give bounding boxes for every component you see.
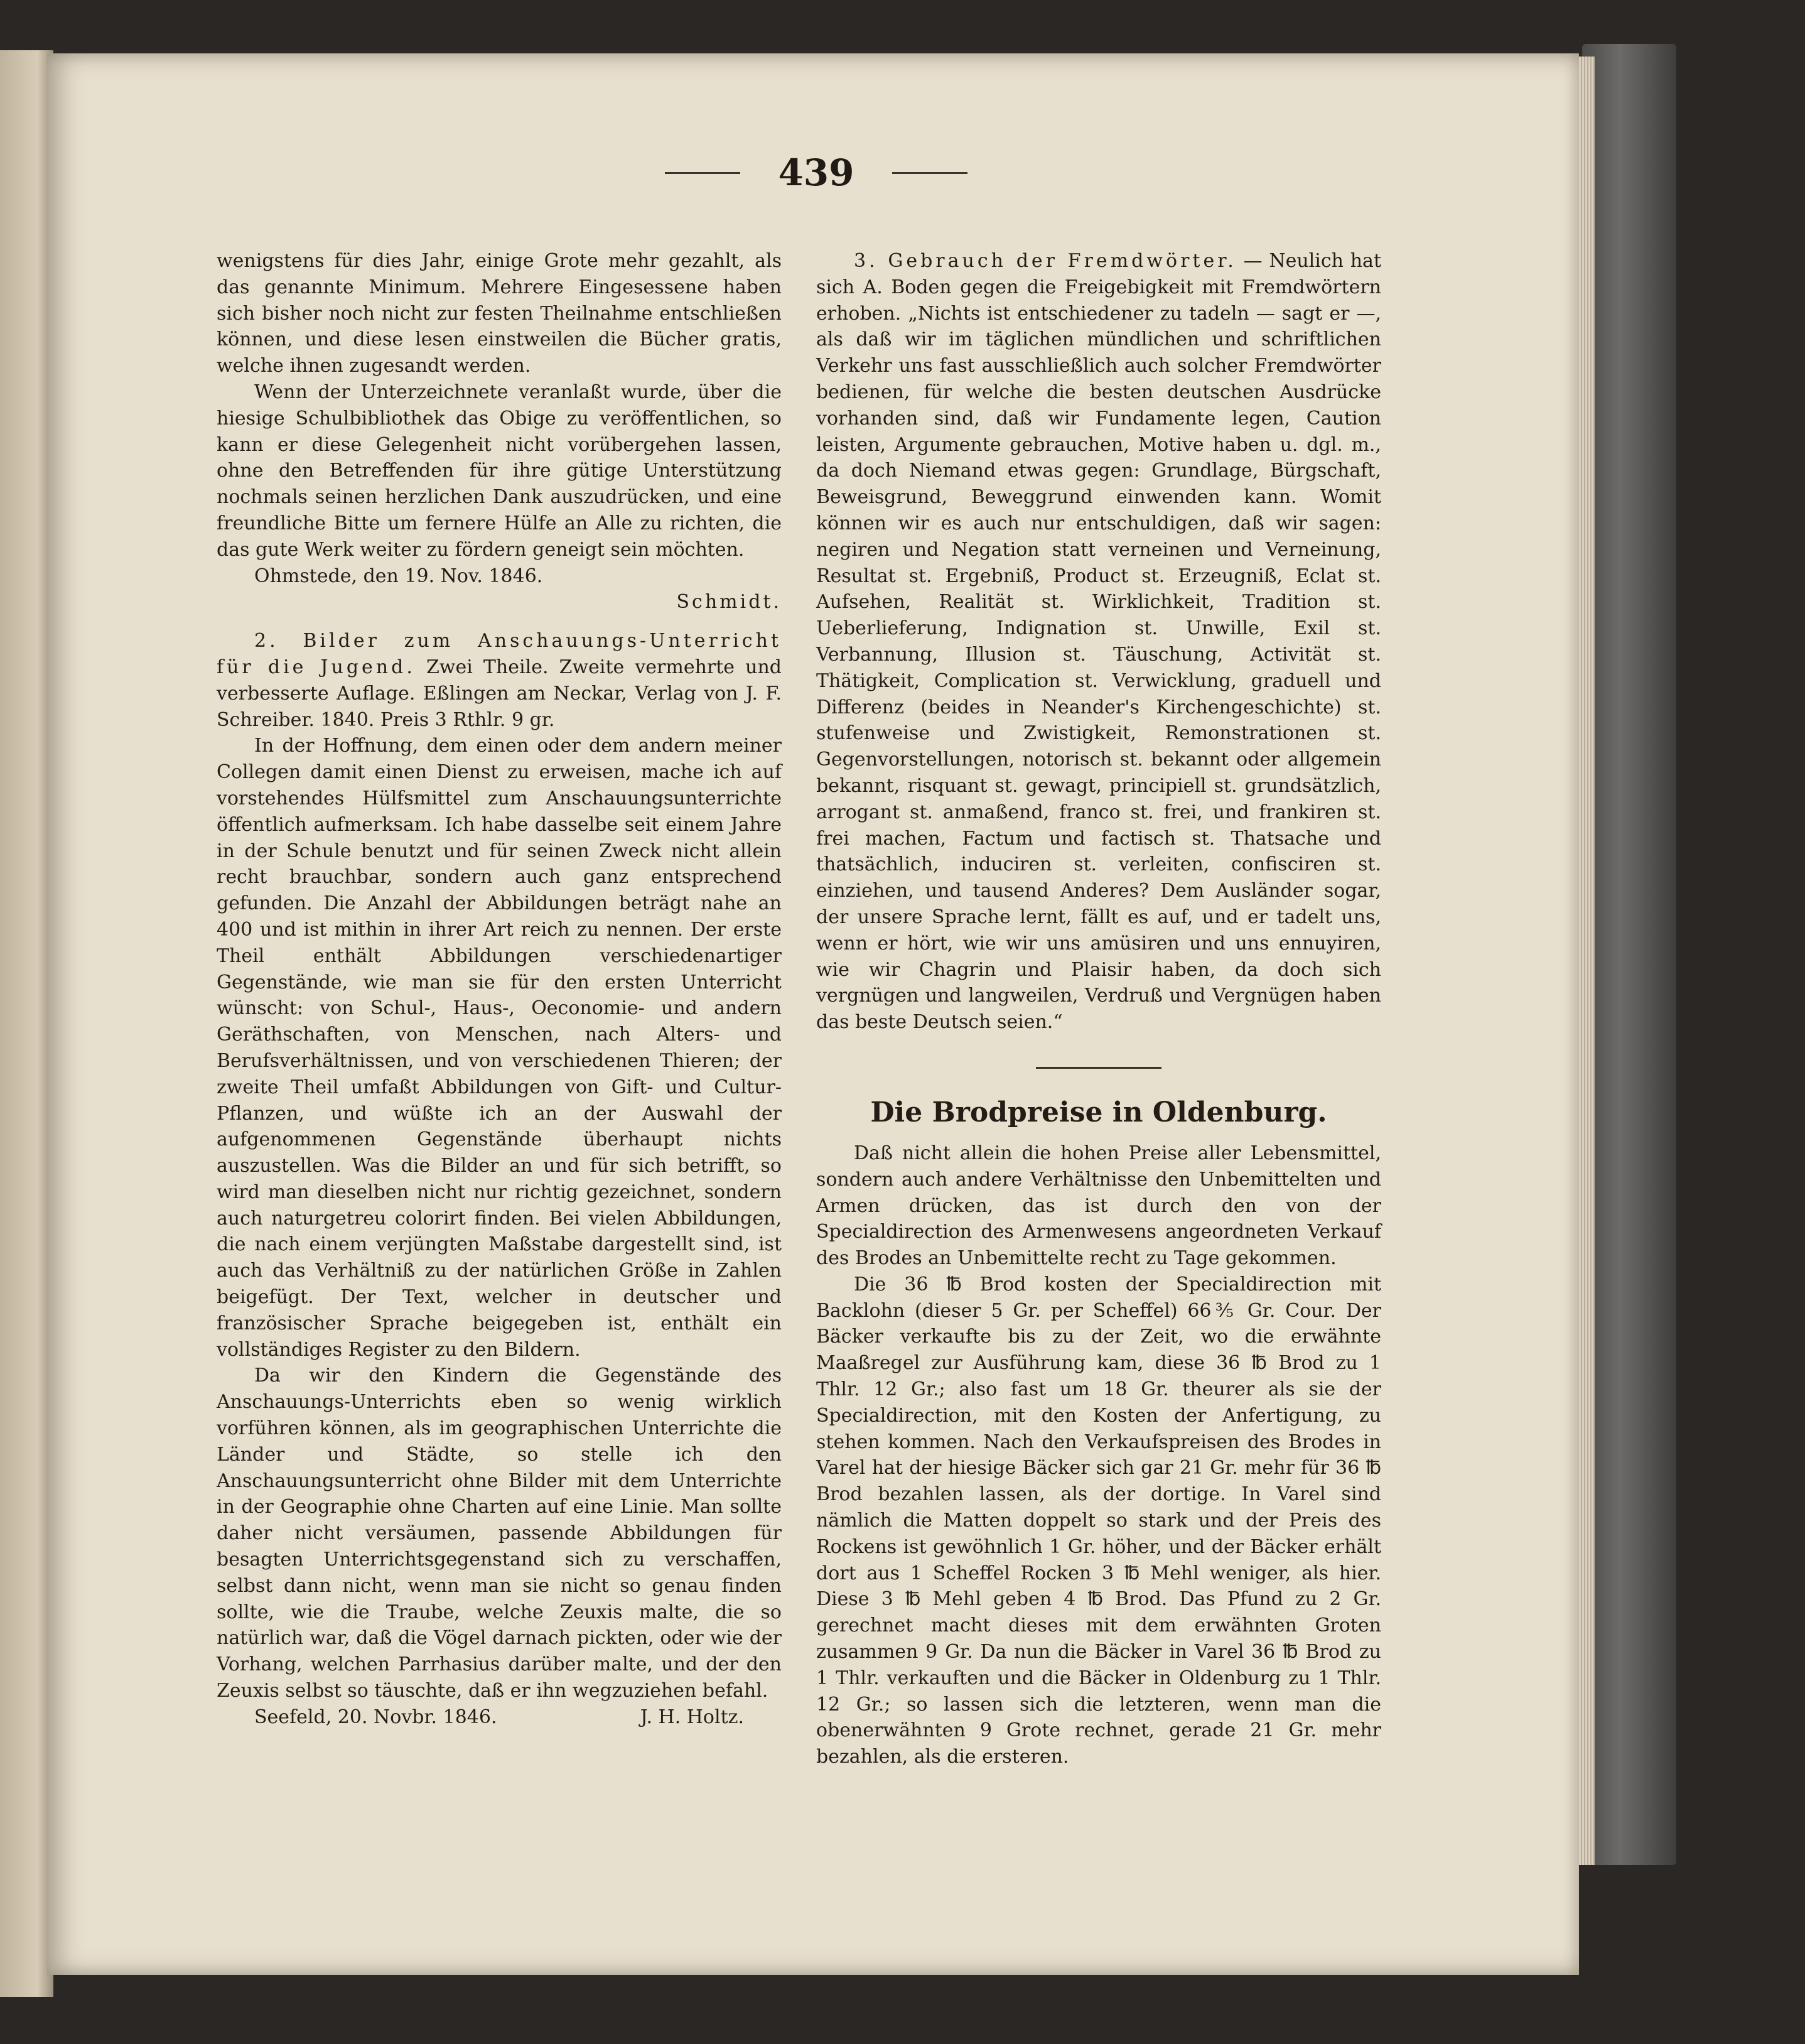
item-bibliography: Zwei Theile. Zweite vermehrte und verbesserte Auflage. Eßlingen am Neckar, Verlag von J. F. Schreiber. 1840. Preis 3 Rthlr. 9 gr. bbox=[217, 656, 782, 731]
item-2 bbox=[217, 628, 782, 733]
item-heading: 2. Bilder zum Anschauungs-Unterricht für die Jugend. bbox=[217, 630, 782, 678]
item-text: — Neulich hat sich A. Boden gegen die Freigebigkeit mit Fremdwörtern erhoben. „Nichts ist entschiedener zu tadeln — sagt er —, als daß wir im täglichen mündlichen und schriftlichen Verkehr uns fast ausschließlich auch solcher Fremdwörter bedienen, für welche die besten deutschen Ausdrücke vorhanden sind, daß wir Fundamente legen, Caution leisten, Argumente gebrauchen, Motive haben u. dgl. m., da doch Niemand etwas gegen: Grundlage, Bürgschaft, Beweisgrund, Beweggrund einwenden kann. Womit können wir es auch nur entschuldigen, daß wir sagen: negiren und Negation statt verneinen und Verneinung, Resultat st. Ergebniß, Product st. Erzeugniß, Eclat st. Aufsehen, Realität st. Wirklichkeit, Tradition st. Ueberlieferung, Indignation st. Unwille, Exil st. Verbannung, Illusion st. Täuschung, Activität st. Thätigkeit, Complication st. Verwicklung, graduell und Differenz (beides in Neander's Kirchengeschichte) st. stufenweise und Zwistigkeit, Remonstrationen st. Gegenvorstellungen, notorisch st. bekannt oder allgemein bekannt, risquant st. gewagt, principiell st. grundsätzlich, arrogant st. anmaßend, franco st. frei, und frankiren st. frei machen, Factum und factisch st. Thatsache und thatsächlich, induciren st. verleiten, confisciren st. einziehen, und tausend Anderes? Dem Ausländer sogar, der unsere Sprache lernt, fällt es auf, und er tadelt uns, wenn er hört, wie wir uns amüsiren und uns ennuyiren, wie wir Chagrin und Plaisir haben, da doch sich vergnügen und langweilen, Verdruß und Vergnügen haben das beste Deutsch seien.“ bbox=[816, 250, 1381, 1034]
paragraph: Daß nicht allein die hohen Preise aller Lebensmittel, sondern auch andere Verhältnisse den Unbemittelten und Armen drücken, das ist durch den von der Specialdirection des Armenwesens angeordneten Verkauf des Brodes an Unbemittelte recht zu Tage gekommen. bbox=[816, 1142, 1381, 1270]
header-rule-right bbox=[892, 172, 967, 174]
paragraph: wenigstens für dies Jahr, einige Grote mehr gezahlt, als das genannte Minimum. Mehrere Eingesessene haben sich bisher noch nicht zur festen Theilnahme entschließen können, und diese lesen einstweilen die Bücher gratis, welche ihnen zugesandt werden. bbox=[217, 250, 782, 377]
paragraph: Da wir den Kindern die Gegenstände des Anschauungs-Unterrichts eben so wenig wirklich vorführen können, als im geographischen Unterrichte die Länder und Städte, so stelle ich den Anschauungsunterricht ohne Bilder mit dem Unterrichte in der Geographie ohne Charten auf eine Linie. Man sollte daher nicht versäumen, passende Abbildungen für besagten Unterrichtsgegenstand sich zu verschaffen, selbst dann nicht, wenn man sie nicht so genau finden sollte, wie die Traube, welche Zeuxis malte, die so natürlich war, daß die Vögel darnach pickten, oder wie der Vorhang, welchen Parrhasius darüber malte, und der den Zeuxis selbst so täuschte, daß er ihn wegzuziehen befahl. bbox=[217, 1365, 782, 1702]
item-3 bbox=[816, 248, 1381, 1036]
signature: J. H. Holtz. bbox=[640, 1706, 744, 1728]
dateline: Seefeld, 20. Novbr. 1846. bbox=[254, 1706, 497, 1728]
header-rule-left bbox=[665, 172, 740, 174]
section-separator bbox=[1036, 1067, 1161, 1069]
dateline: Ohmstede, den 19. Nov. 1846. bbox=[254, 565, 543, 587]
paragraph: Wenn der Unterzeichnete veranlaßt wurde, über die hiesige Schulbibliothek das Obige zu veröffentlichen, so kann er diese Gelegenheit nicht vorübergehen lassen, ohne den Betreffenden für ihre gütige Unterstützung nochmals seinen herzlichen Dank auszudrücken, und eine freundliche Bitte um fernere Hülfe an Alle zu richten, die das gute Werk weiter zu fördern geneigt sein möchten. bbox=[217, 381, 782, 561]
page-number: 439 bbox=[778, 151, 854, 194]
signature: Schmidt. bbox=[676, 591, 782, 614]
right-column bbox=[816, 248, 1381, 1770]
paragraph: Die 36 ℔ Brod kosten der Specialdirection mit Backlohn (dieser 5 Gr. per Scheffel) 66⅗ Gr. Cour. Der Bäcker verkaufte bis zu der Zeit, wo die erwähnte Maaßregel zur Ausführung kam, diese 36 ℔ Brod zu 1 Thlr. 12 Gr.; also fast um 18 Gr. theurer als sie der Specialdirection, mit den Kosten der Anfertigung, zu stehen kommen. Nach den Verkaufspreisen des Brodes in Varel hat der hiesige Bäcker sich gar 21 Gr. mehr für 36 ℔ Brod bezahlen lassen, als der dortige. In Varel sind nämlich die Matten doppelt so stark und der Preis des Rockens ist gewöhnlich 1 Gr. höher, und der Bäcker erhält dort aus 1 Scheffel Rocken 3 ℔ Mehl weniger, als hier. Diese 3 ℔ Mehl geben 4 ℔ Brod. Das Pfund zu 2 Gr. gerechnet macht dieses mit dem erwähnten Groten zusammen 9 Gr. Da nun die Bäcker in Varel 36 ℔ Brod zu 1 Thlr. verkauften und die Bäcker in Oldenburg zu 1 Thlr. 12 Gr.; so lassen sich die letzteren, wenn man die obenerwähnten 9 Grote rechnet, gerade 21 Gr. mehr bezahlen, als die ersteren. bbox=[816, 1273, 1381, 1768]
page-header bbox=[628, 132, 1005, 214]
book-cover-edge bbox=[1582, 44, 1676, 1865]
article-title: Die Brodpreise in Oldenburg. bbox=[870, 1096, 1327, 1128]
left-column bbox=[217, 248, 782, 1731]
closing-line bbox=[217, 1704, 782, 1731]
paragraph: In der Hoffnung, dem einen oder dem andern meiner Collegen damit einen Dienst zu erweisen, mache ich auf vorstehendes Hülfsmittel zum Anschauungsunterrichte öffentlich aufmerksam. Ich habe dasselbe seit einem Jahre in der Schule benutzt und für seinen Zweck nicht allein recht brauchbar, sondern auch ganz entsprechend gefunden. Die Anzahl der Abbildungen beträgt nahe an 400 und ist mithin in ihrer Art reich zu nennen. Der erste Theil enthält Abbildungen verschiedenartiger Gegenstände, wie man sie für den ersten Unterricht wünscht: von Schul-, Haus-, Oeconomie- und andern Geräthschaften, von Menschen, nach Alters- und Berufsverhältnissen, und von verschiedenen Thieren; der zweite Theil umfaßt Abbildungen von Gift- und Cultur-Pflanzen, und wüßte ich an der Auswahl der aufgenommenen Gegenstände überhaupt nichts auszustellen. Was die Bilder an und für sich betrifft, so wird man dieselben nicht nur richtig gezeichnet, sondern auch naturgetreu colorirt finden. Bei vielen Abbildungen, die nach einem verjüngten Maßstabe dargestellt sind, ist auch das Verhältniß zu der natürlichen Größe in Zahlen beigefügt. Der Text, welcher in deutscher und französischer Sprache beigegeben ist, enthält ein vollständiges Register zu den Bildern. bbox=[217, 735, 782, 1361]
facing-page-edge bbox=[0, 50, 53, 1997]
item-heading: 3. Gebrauch der Fremdwörter. bbox=[854, 250, 1237, 272]
